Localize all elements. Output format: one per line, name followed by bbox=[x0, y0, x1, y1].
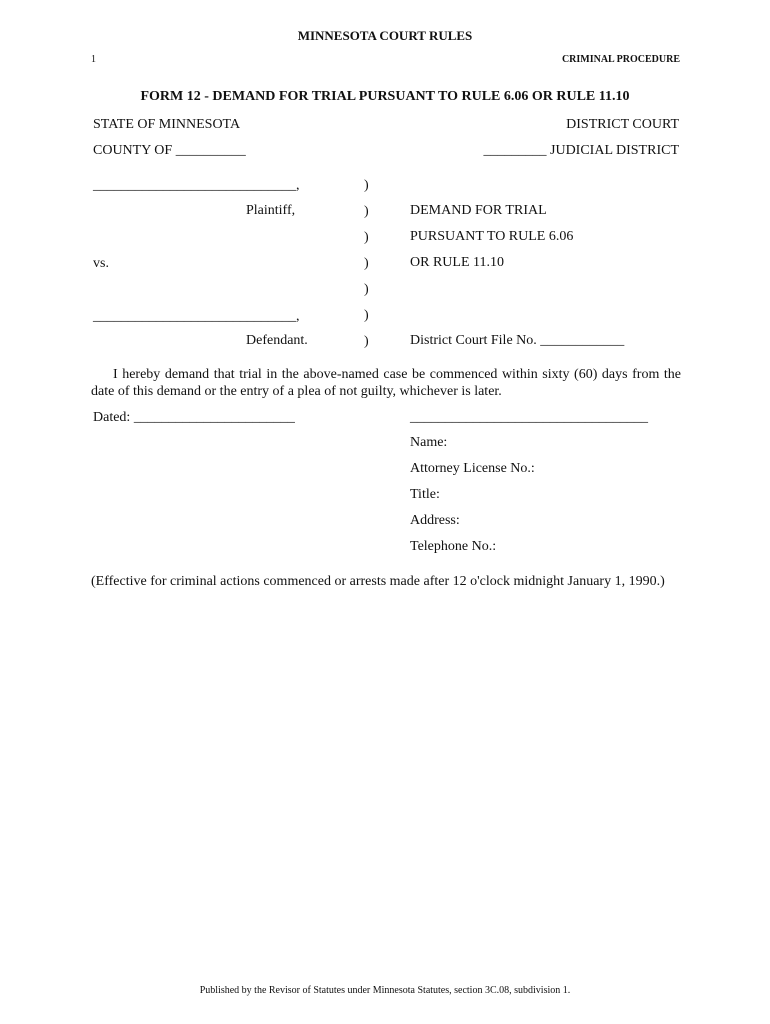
versus-label: vs. bbox=[93, 256, 109, 271]
title-label: Title: bbox=[410, 487, 440, 502]
county-field: COUNTY OF __________ bbox=[93, 143, 246, 158]
caption-parenthesis: ) bbox=[364, 308, 369, 323]
plaintiff-label: Plaintiff, bbox=[246, 203, 296, 218]
caption-parenthesis: ) bbox=[364, 204, 369, 219]
attorney-license-label: Attorney License No.: bbox=[410, 461, 535, 476]
state-label: STATE OF MINNESOTA bbox=[93, 117, 241, 132]
name-label: Name: bbox=[410, 435, 448, 450]
caption-parenthesis: ) bbox=[364, 178, 369, 193]
judicial-district-field: _________ JUDICIAL DISTRICT bbox=[483, 143, 679, 158]
page-number: 1 bbox=[91, 54, 96, 65]
effective-note: (Effective for criminal actions commenced or arrests made after 12 o'clock midnight January 1, 1990.) bbox=[91, 574, 665, 589]
defendant-label: Defendant. bbox=[246, 333, 308, 348]
signature-line: __________________________________ bbox=[410, 410, 648, 425]
defendant-name-line: _____________________________, bbox=[93, 309, 300, 324]
document-title-line-3: OR RULE 11.10 bbox=[410, 255, 504, 270]
caption-parenthesis: ) bbox=[364, 282, 369, 297]
page-footer: Published by the Revisor of Statutes under Minnesota Statutes, section 3C.08, subdivision 1. bbox=[199, 985, 571, 996]
document-title-line-2: PURSUANT TO RULE 6.06 bbox=[410, 229, 574, 244]
court-label: DISTRICT COURT bbox=[566, 117, 679, 132]
form-title: FORM 12 - DEMAND FOR TRIAL PURSUANT TO RULE 6.06 OR RULE 11.10 bbox=[140, 89, 630, 104]
dated-field: Dated: _______________________ bbox=[93, 410, 295, 425]
document-header-subtitle: CRIMINAL PROCEDURE bbox=[561, 54, 680, 65]
address-label: Address: bbox=[410, 513, 460, 528]
demand-paragraph: I hereby demand that trial in the above-named case be commenced within sixty (60) days from the date of this demand or the entry of a plea of not guilty, whichever is later. bbox=[91, 367, 681, 399]
file-number-field: District Court File No. ____________ bbox=[410, 333, 625, 348]
plaintiff-name-line: _____________________________, bbox=[93, 178, 300, 193]
document-header-title: MINNESOTA COURT RULES bbox=[297, 28, 473, 43]
caption-parenthesis: ) bbox=[364, 256, 369, 271]
telephone-label: Telephone No.: bbox=[410, 539, 497, 554]
caption-parenthesis: ) bbox=[364, 230, 369, 245]
caption-parenthesis: ) bbox=[364, 334, 369, 349]
document-title-line-1: DEMAND FOR TRIAL bbox=[410, 203, 547, 218]
